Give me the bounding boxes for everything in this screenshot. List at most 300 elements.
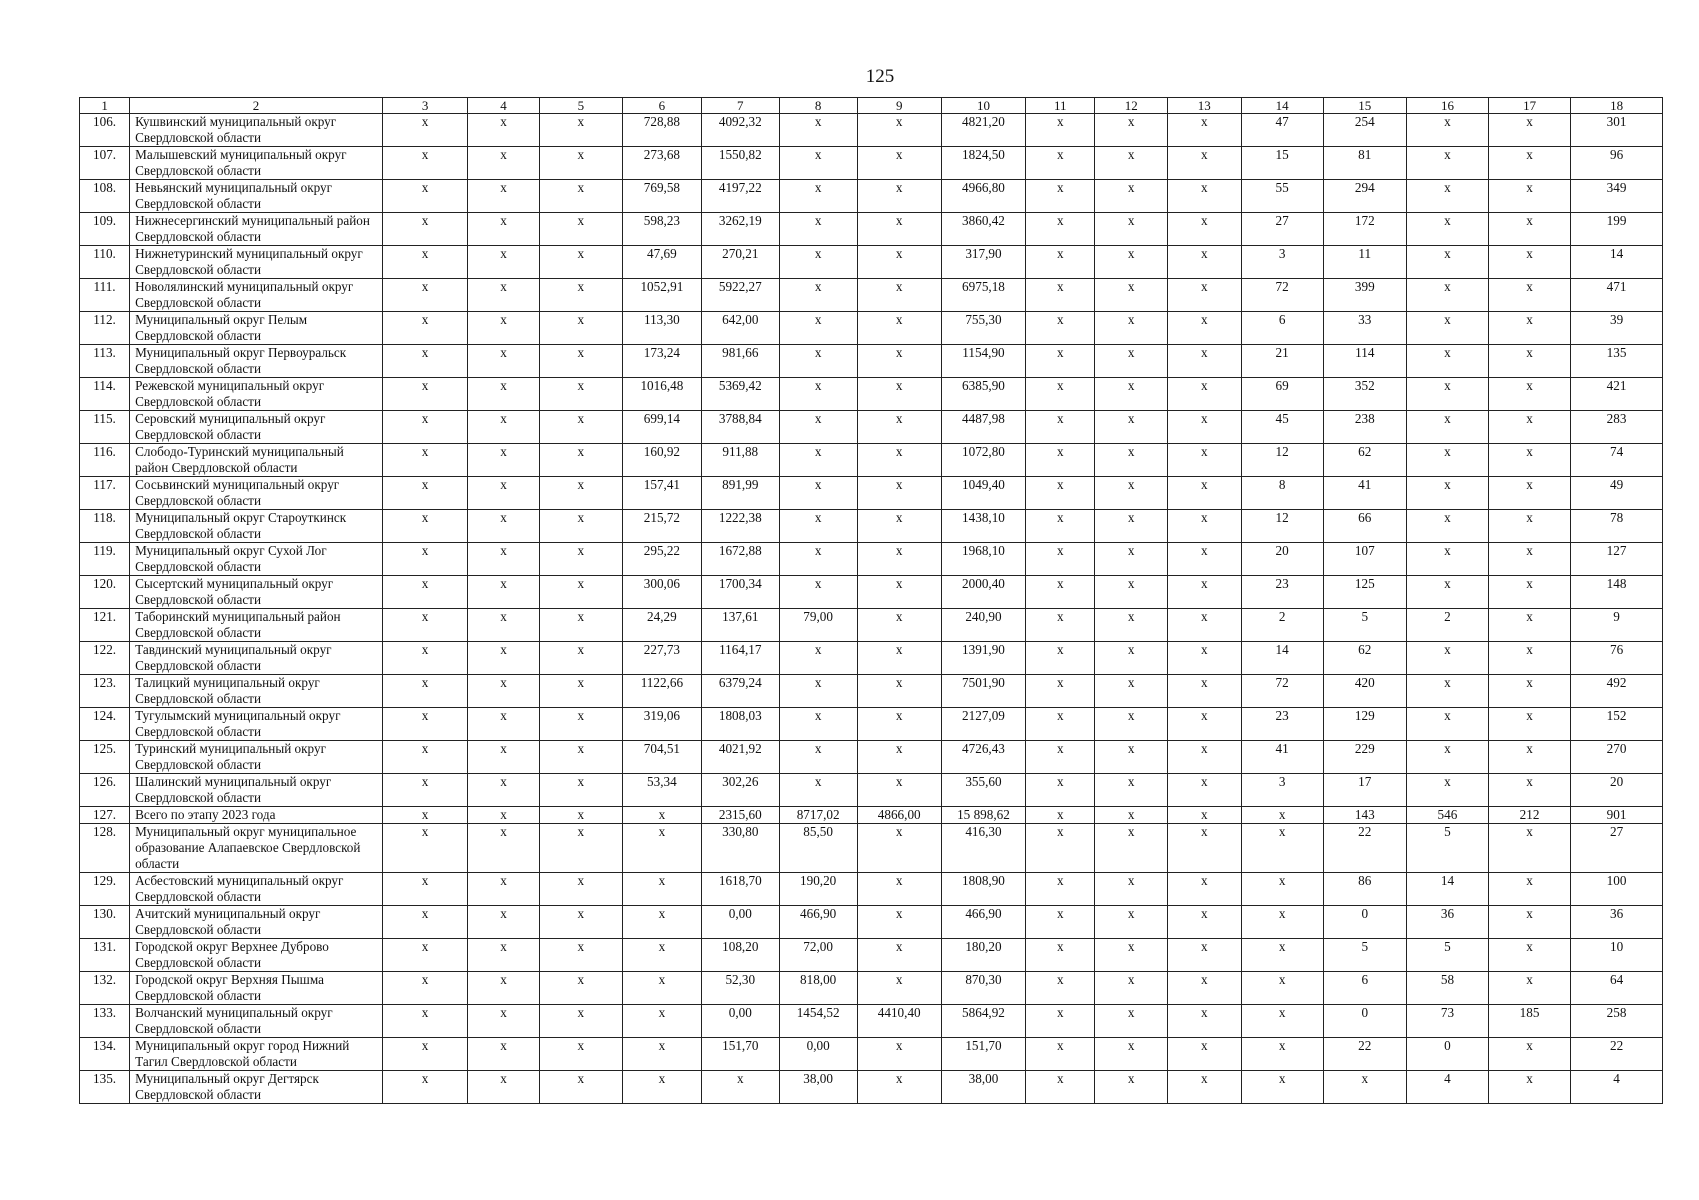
- table-cell: 1122,66: [622, 675, 701, 708]
- table-cell: x: [1026, 279, 1095, 312]
- table-cell: x: [1026, 378, 1095, 411]
- table-cell: 317,90: [941, 246, 1025, 279]
- table-cell: 229: [1323, 741, 1406, 774]
- table-cell: x: [539, 642, 622, 675]
- table-cell: x: [857, 543, 941, 576]
- table-cell: 4866,00: [857, 807, 941, 824]
- table-cell: 20: [1571, 774, 1663, 807]
- table-cell: x: [857, 213, 941, 246]
- table-cell: 69: [1241, 378, 1323, 411]
- column-header: 18: [1571, 98, 1663, 114]
- table-cell: x: [1026, 213, 1095, 246]
- table-cell: x: [1406, 411, 1488, 444]
- table-row: [80, 114, 1663, 147]
- table-cell: x: [1489, 114, 1571, 147]
- table-cell: x: [1167, 279, 1241, 312]
- table-row: [80, 1071, 1663, 1104]
- table-cell: 107: [1323, 543, 1406, 576]
- table-cell: x: [1167, 576, 1241, 609]
- table-cell: 85,50: [779, 824, 857, 873]
- table-cell: x: [1489, 345, 1571, 378]
- table-cell: 891,99: [701, 477, 779, 510]
- table-cell: x: [1026, 510, 1095, 543]
- table-cell: 302,26: [701, 774, 779, 807]
- column-header: 13: [1167, 98, 1241, 114]
- table-cell: x: [1323, 1071, 1406, 1104]
- table-cell: x: [539, 675, 622, 708]
- table-cell: x: [779, 576, 857, 609]
- table-cell: x: [779, 312, 857, 345]
- table-cell: 6: [1241, 312, 1323, 345]
- table-cell: x: [779, 642, 857, 675]
- row-number: 134.: [80, 1038, 130, 1071]
- table-cell: 416,30: [941, 824, 1025, 873]
- row-number: 109.: [80, 213, 130, 246]
- table-cell: 1672,88: [701, 543, 779, 576]
- table-cell: 1391,90: [941, 642, 1025, 675]
- table-cell: x: [1167, 213, 1241, 246]
- table-cell: 870,30: [941, 972, 1025, 1005]
- table-cell: x: [1095, 807, 1168, 824]
- column-header: 15: [1323, 98, 1406, 114]
- table-cell: x: [1489, 906, 1571, 939]
- table-cell: x: [539, 444, 622, 477]
- table-cell: 152: [1571, 708, 1663, 741]
- table-cell: x: [857, 972, 941, 1005]
- table-cell: x: [1489, 147, 1571, 180]
- table-cell: x: [1241, 972, 1323, 1005]
- table-cell: 1438,10: [941, 510, 1025, 543]
- table-cell: 199: [1571, 213, 1663, 246]
- table-cell: x: [468, 213, 539, 246]
- table-cell: 4410,40: [857, 1005, 941, 1038]
- table-cell: x: [1095, 147, 1168, 180]
- table-cell: x: [1489, 378, 1571, 411]
- table-cell: x: [468, 312, 539, 345]
- table-cell: x: [1026, 774, 1095, 807]
- table-cell: x: [468, 378, 539, 411]
- row-number: 108.: [80, 180, 130, 213]
- table-cell: 1072,80: [941, 444, 1025, 477]
- table-cell: x: [1167, 312, 1241, 345]
- table-cell: x: [468, 774, 539, 807]
- table-row: [80, 213, 1663, 246]
- table-cell: x: [1095, 444, 1168, 477]
- table-cell: 1618,70: [701, 873, 779, 906]
- table-cell: 12: [1241, 444, 1323, 477]
- table-cell: 355,60: [941, 774, 1025, 807]
- table-cell: 1824,50: [941, 147, 1025, 180]
- table-cell: x: [857, 873, 941, 906]
- column-header: 9: [857, 98, 941, 114]
- table-cell: 0: [1323, 906, 1406, 939]
- table-cell: x: [468, 246, 539, 279]
- table-cell: x: [857, 609, 941, 642]
- table-cell: 1968,10: [941, 543, 1025, 576]
- column-header: 16: [1406, 98, 1488, 114]
- table-cell: x: [382, 477, 467, 510]
- table-cell: x: [382, 1005, 467, 1038]
- table-cell: 55: [1241, 180, 1323, 213]
- table-cell: 2: [1241, 609, 1323, 642]
- table-cell: x: [1406, 510, 1488, 543]
- table-cell: x: [1026, 906, 1095, 939]
- table-cell: x: [468, 972, 539, 1005]
- table-cell: x: [857, 1038, 941, 1071]
- table-row: [80, 1038, 1663, 1071]
- municipality-name: Таборинский муниципальный район Свердловской области: [130, 609, 383, 642]
- table-cell: 492: [1571, 675, 1663, 708]
- column-header: 11: [1026, 98, 1095, 114]
- data-table: [79, 97, 1663, 1104]
- table-cell: 173,24: [622, 345, 701, 378]
- table-cell: 22: [1323, 824, 1406, 873]
- municipality-name: Туринский муниципальный округ Свердловской области: [130, 741, 383, 774]
- table-row: [80, 345, 1663, 378]
- table-cell: x: [468, 279, 539, 312]
- table-cell: x: [468, 180, 539, 213]
- column-header: 6: [622, 98, 701, 114]
- table-cell: x: [1026, 345, 1095, 378]
- table-cell: x: [1095, 411, 1168, 444]
- table-cell: x: [1095, 312, 1168, 345]
- column-header: 7: [701, 98, 779, 114]
- row-number: 120.: [80, 576, 130, 609]
- table-cell: x: [1489, 972, 1571, 1005]
- table-cell: 24,29: [622, 609, 701, 642]
- table-cell: x: [1095, 180, 1168, 213]
- table-row: [80, 312, 1663, 345]
- table-cell: 818,00: [779, 972, 857, 1005]
- table-cell: 2000,40: [941, 576, 1025, 609]
- table-cell: x: [468, 708, 539, 741]
- table-cell: x: [1095, 213, 1168, 246]
- table-cell: x: [1095, 824, 1168, 873]
- table-cell: 33: [1323, 312, 1406, 345]
- table-cell: 1016,48: [622, 378, 701, 411]
- table-cell: x: [468, 873, 539, 906]
- row-number: 135.: [80, 1071, 130, 1104]
- table-cell: x: [1095, 510, 1168, 543]
- table-cell: 73: [1406, 1005, 1488, 1038]
- table-cell: 704,51: [622, 741, 701, 774]
- table-cell: x: [1167, 642, 1241, 675]
- table-cell: x: [1406, 444, 1488, 477]
- table-cell: x: [1241, 906, 1323, 939]
- table-cell: 27: [1571, 824, 1663, 873]
- table-cell: x: [1095, 477, 1168, 510]
- row-number: 122.: [80, 642, 130, 675]
- table-cell: x: [539, 1005, 622, 1038]
- table-cell: 20: [1241, 543, 1323, 576]
- table-cell: x: [539, 312, 622, 345]
- table-cell: x: [539, 609, 622, 642]
- table-cell: x: [1489, 873, 1571, 906]
- table-cell: x: [382, 807, 467, 824]
- table-cell: 301: [1571, 114, 1663, 147]
- table-cell: x: [1406, 774, 1488, 807]
- municipality-name: Серовский муниципальный округ Свердловской области: [130, 411, 383, 444]
- table-cell: 755,30: [941, 312, 1025, 345]
- table-cell: x: [382, 279, 467, 312]
- table-cell: 23: [1241, 576, 1323, 609]
- row-number: 110.: [80, 246, 130, 279]
- table-cell: 1052,91: [622, 279, 701, 312]
- row-number: 128.: [80, 824, 130, 873]
- table-cell: 81: [1323, 147, 1406, 180]
- municipality-name: Шалинский муниципальный округ Свердловской области: [130, 774, 383, 807]
- table-cell: 17: [1323, 774, 1406, 807]
- table-cell: 1808,90: [941, 873, 1025, 906]
- table-cell: 6: [1323, 972, 1406, 1005]
- table-cell: 349: [1571, 180, 1663, 213]
- table-cell: x: [468, 411, 539, 444]
- table-cell: x: [1406, 543, 1488, 576]
- table-cell: 3860,42: [941, 213, 1025, 246]
- table-cell: 546: [1406, 807, 1488, 824]
- table-cell: 125: [1323, 576, 1406, 609]
- table-cell: x: [1241, 824, 1323, 873]
- table-cell: x: [1489, 642, 1571, 675]
- table-cell: x: [622, 939, 701, 972]
- table-row: [80, 675, 1663, 708]
- table-cell: 78: [1571, 510, 1663, 543]
- header-row: [80, 98, 1663, 114]
- table-cell: x: [1095, 906, 1168, 939]
- table-cell: 295,22: [622, 543, 701, 576]
- table-cell: x: [1026, 246, 1095, 279]
- table-cell: 466,90: [941, 906, 1025, 939]
- table-cell: x: [539, 543, 622, 576]
- table-cell: 273,68: [622, 147, 701, 180]
- table-cell: x: [382, 213, 467, 246]
- table-cell: x: [1026, 576, 1095, 609]
- row-number: 126.: [80, 774, 130, 807]
- column-header: 8: [779, 98, 857, 114]
- table-cell: x: [1167, 510, 1241, 543]
- table-cell: x: [1095, 378, 1168, 411]
- table-cell: x: [1026, 444, 1095, 477]
- table-cell: 49: [1571, 477, 1663, 510]
- table-cell: 2127,09: [941, 708, 1025, 741]
- table-cell: x: [857, 939, 941, 972]
- table-cell: x: [382, 1071, 467, 1104]
- table-cell: 2315,60: [701, 807, 779, 824]
- table-cell: x: [382, 609, 467, 642]
- table-cell: x: [857, 675, 941, 708]
- table-cell: x: [1489, 213, 1571, 246]
- table-cell: x: [779, 477, 857, 510]
- table-cell: x: [1406, 708, 1488, 741]
- table-cell: x: [1095, 1005, 1168, 1038]
- table-cell: x: [857, 774, 941, 807]
- table-cell: x: [1167, 824, 1241, 873]
- table-cell: x: [857, 444, 941, 477]
- table-cell: x: [1026, 1005, 1095, 1038]
- table-cell: 8717,02: [779, 807, 857, 824]
- table-cell: x: [1026, 708, 1095, 741]
- table-cell: x: [539, 345, 622, 378]
- table-cell: x: [1026, 114, 1095, 147]
- table-cell: 330,80: [701, 824, 779, 873]
- row-number: 111.: [80, 279, 130, 312]
- table-cell: 352: [1323, 378, 1406, 411]
- table-cell: x: [1095, 939, 1168, 972]
- row-number: 125.: [80, 741, 130, 774]
- table-row: [80, 411, 1663, 444]
- table-cell: 45: [1241, 411, 1323, 444]
- table-cell: x: [1095, 873, 1168, 906]
- table-cell: 14: [1571, 246, 1663, 279]
- table-cell: x: [857, 477, 941, 510]
- table-cell: 14: [1241, 642, 1323, 675]
- table-cell: 172: [1323, 213, 1406, 246]
- table-cell: 254: [1323, 114, 1406, 147]
- table-cell: 108,20: [701, 939, 779, 972]
- table-cell: x: [1489, 1071, 1571, 1104]
- table-row: [80, 807, 1663, 824]
- table-cell: 1164,17: [701, 642, 779, 675]
- table-cell: x: [382, 741, 467, 774]
- table-cell: x: [539, 279, 622, 312]
- table-cell: x: [539, 972, 622, 1005]
- table-cell: 283: [1571, 411, 1663, 444]
- table-cell: x: [468, 807, 539, 824]
- column-header: 14: [1241, 98, 1323, 114]
- table-cell: 642,00: [701, 312, 779, 345]
- table-cell: x: [1489, 543, 1571, 576]
- table-cell: x: [1406, 576, 1488, 609]
- table-cell: x: [1241, 1071, 1323, 1104]
- table-cell: 47: [1241, 114, 1323, 147]
- table-cell: x: [1095, 279, 1168, 312]
- table-cell: 319,06: [622, 708, 701, 741]
- table-cell: x: [539, 246, 622, 279]
- table-cell: 52,30: [701, 972, 779, 1005]
- table-cell: 0: [1323, 1005, 1406, 1038]
- municipality-name: Новолялинский муниципальный округ Свердловской области: [130, 279, 383, 312]
- table-cell: x: [1241, 1038, 1323, 1071]
- table-cell: x: [1489, 675, 1571, 708]
- table-cell: 127: [1571, 543, 1663, 576]
- table-cell: 728,88: [622, 114, 701, 147]
- table-cell: x: [1167, 774, 1241, 807]
- table-cell: 86: [1323, 873, 1406, 906]
- table-cell: 15: [1241, 147, 1323, 180]
- table-cell: x: [779, 378, 857, 411]
- table-cell: x: [1026, 180, 1095, 213]
- table-cell: 4197,22: [701, 180, 779, 213]
- table-cell: x: [857, 114, 941, 147]
- table-cell: 2: [1406, 609, 1488, 642]
- municipality-name: Городской округ Верхнее Дуброво Свердловской области: [130, 939, 383, 972]
- table-cell: x: [468, 675, 539, 708]
- table-cell: x: [382, 642, 467, 675]
- table-row: [80, 906, 1663, 939]
- table-row: [80, 972, 1663, 1005]
- table-cell: x: [779, 246, 857, 279]
- table-cell: 23: [1241, 708, 1323, 741]
- table-cell: x: [622, 972, 701, 1005]
- table-cell: 1808,03: [701, 708, 779, 741]
- table-cell: x: [1406, 147, 1488, 180]
- table-cell: x: [539, 378, 622, 411]
- table-cell: 129: [1323, 708, 1406, 741]
- table-cell: x: [382, 972, 467, 1005]
- table-cell: x: [1406, 279, 1488, 312]
- table-cell: x: [1095, 246, 1168, 279]
- table-cell: 0,00: [701, 1005, 779, 1038]
- table-cell: x: [539, 1038, 622, 1071]
- table-cell: x: [382, 873, 467, 906]
- table-row: [80, 279, 1663, 312]
- table-cell: x: [1406, 642, 1488, 675]
- table-cell: 0,00: [701, 906, 779, 939]
- table-cell: x: [468, 906, 539, 939]
- table-cell: 36: [1406, 906, 1488, 939]
- column-header: 3: [382, 98, 467, 114]
- table-cell: 5922,27: [701, 279, 779, 312]
- table-cell: x: [857, 576, 941, 609]
- table-cell: x: [622, 906, 701, 939]
- table-cell: x: [468, 543, 539, 576]
- table-cell: x: [1026, 411, 1095, 444]
- table-cell: x: [701, 1071, 779, 1104]
- table-cell: x: [382, 345, 467, 378]
- table-cell: x: [779, 180, 857, 213]
- table-cell: x: [857, 246, 941, 279]
- table-cell: x: [779, 708, 857, 741]
- row-number: 106.: [80, 114, 130, 147]
- table-cell: x: [779, 774, 857, 807]
- table-cell: 3262,19: [701, 213, 779, 246]
- table-cell: x: [1489, 576, 1571, 609]
- table-cell: x: [539, 824, 622, 873]
- table-cell: x: [1167, 1038, 1241, 1071]
- municipality-name: Сосьвинский муниципальный округ Свердловской области: [130, 477, 383, 510]
- table-cell: 143: [1323, 807, 1406, 824]
- table-row: [80, 609, 1663, 642]
- municipality-name: Волчанский муниципальный округ Свердловской области: [130, 1005, 383, 1038]
- table-cell: x: [1095, 642, 1168, 675]
- municipality-name: Муниципальный округ Староуткинск Свердловской области: [130, 510, 383, 543]
- table-cell: x: [1167, 246, 1241, 279]
- table-cell: 22: [1571, 1038, 1663, 1071]
- row-number: 119.: [80, 543, 130, 576]
- table-cell: x: [382, 576, 467, 609]
- table-cell: 1454,52: [779, 1005, 857, 1038]
- table-cell: x: [1406, 246, 1488, 279]
- municipality-name: Муниципальный округ Дегтярск Свердловской области: [130, 1071, 383, 1104]
- table-cell: 21: [1241, 345, 1323, 378]
- table-cell: 8: [1241, 477, 1323, 510]
- municipality-name: Муниципальный округ муниципальное образование Алапаевское Свердловской области: [130, 824, 383, 873]
- table-cell: 6385,90: [941, 378, 1025, 411]
- column-header: 10: [941, 98, 1025, 114]
- municipality-name: Малышевский муниципальный округ Свердловской области: [130, 147, 383, 180]
- table-cell: x: [382, 510, 467, 543]
- table-cell: x: [539, 708, 622, 741]
- table-cell: x: [857, 279, 941, 312]
- row-number: 130.: [80, 906, 130, 939]
- table-cell: 72,00: [779, 939, 857, 972]
- table-cell: 151,70: [701, 1038, 779, 1071]
- table-cell: x: [857, 906, 941, 939]
- table-cell: x: [468, 147, 539, 180]
- table-cell: x: [1095, 741, 1168, 774]
- table-cell: x: [1489, 279, 1571, 312]
- table-row: [80, 510, 1663, 543]
